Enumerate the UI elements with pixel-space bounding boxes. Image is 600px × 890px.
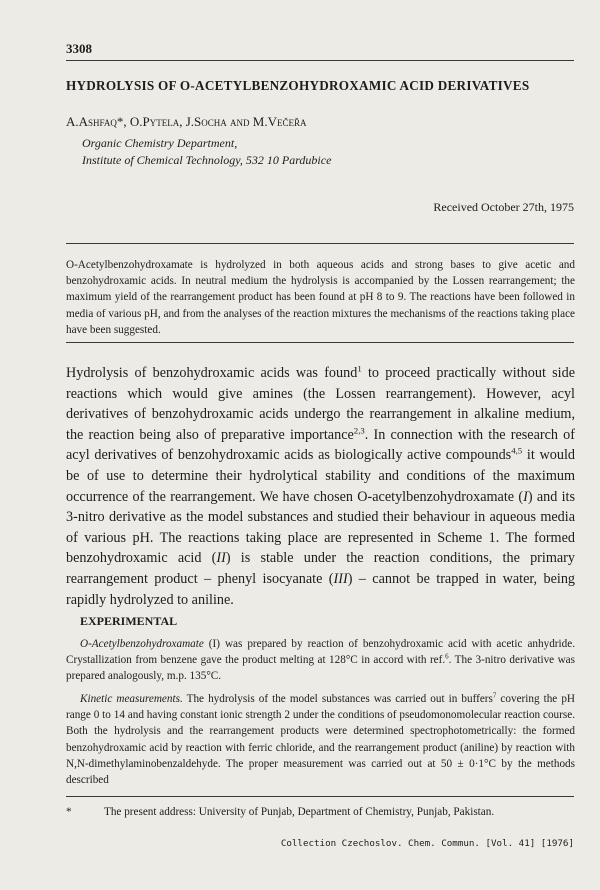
exp-p2-text-2: covering the pH range 0 to 14 and having constant ionic strength 2 under the conditions of pseudomonomolecular reaction course. Both the hydrolysis and the rearrangement products were determined spectrophotometrically: the formed benzohydroxamic acid by reaction with ferric chloride, and the rearrangement product (aniline) by reaction with N,N-dimethylaminobenzaldehyde. The proper measurement was carried out at 50 ± 0·1°C by the methods described: [66, 693, 575, 787]
intro-text-1: Hydrolysis of benzohydroxamic acids was found: [66, 365, 358, 381]
intro-text-7: ) – cannot be trapped in water, being rapidly hydrolyzed to aniline.: [66, 570, 576, 608]
ref-2-3: 2,3: [353, 425, 365, 436]
intro-text-4: it would be of use to determine their hydrolytical stability and conditions of the maximum occurrence of the rearrangement. We have chosen O-acetylbenzohydroxamate (: [66, 447, 575, 505]
exp-p2-text-1: The hydrolysis of the model substances was carried out in buffers: [182, 693, 493, 705]
intro-text-2: to proceed practically without side reactions which would give amines (the Lossen rearrangement). However, acyl derivatives of benzohydroxamic acids undergo the rearrangement in alkaline medium, the reaction being also of preparative importance: [66, 365, 575, 443]
intro-text-5: ) and its 3-nitro derivative as the model substances and studied their behaviour in aqueous media of various pH. The reactions taking place are represented in Scheme 1. The formed benzohydroxamic acid (: [66, 488, 575, 567]
abstract: O-Acetylbenzohydroxamate is hydrolyzed in both aqueous acids and strong bases to give acetic and benzohydroxamic acids. In neutral medium the hydrolysis is accompanied by the Lossen rearrangement; the maximum yield of the rearrangement product has been found at pH 8 to 9. The reactions have been followed in media of various pH, and from the analyses of the reaction mixtures the mechanisms of the reactions taking place have been suggested.: [66, 259, 575, 336]
introduction-paragraph: [66, 363, 575, 610]
header-rule: [66, 60, 574, 61]
experimental-paragraph-2: [66, 691, 575, 788]
experimental-paragraph-1: [66, 636, 575, 685]
ref-7: 7: [492, 691, 497, 700]
abstract-top-rule: [66, 243, 574, 244]
received-date: Received October 27th, 1975: [433, 200, 574, 214]
intro-text-3: . In connection with the research of acyl derivatives of benzohydroxamic acids as biologically active compounds: [66, 426, 575, 464]
ref-4-5: 4,5: [511, 445, 523, 456]
intro-text-6: ) is stable under the reaction conditions, the primary rearrangement product – phenyl isocyanate (: [66, 550, 575, 587]
affiliation-institute: Institute of Chemical Technology, 532 10 Pardubice: [82, 153, 332, 167]
compound-II: II: [216, 550, 226, 567]
ref-1: 1: [357, 363, 362, 374]
footnote-text: The present address: University of Punjab, Department of Chemistry, Punjab, Pakistan.: [104, 806, 495, 818]
footnote-marker: *: [66, 806, 72, 818]
exp-p1-text: (I) was prepared by reaction of benzohydroxamic acid with acetic anhydride. Crystallization from benzene gave the product melting at 128°C in accord with ref.: [66, 638, 575, 667]
section-heading-experimental: EXPERIMENTAL: [80, 614, 178, 628]
journal-citation: Collection Czechoslov. Chem. Commun. [Vol. 41] [1976]: [280, 838, 574, 849]
ref-6: 6: [445, 652, 449, 661]
compound-III: III: [333, 570, 348, 587]
page-number: 3308: [66, 41, 92, 56]
compound-I: I: [523, 488, 528, 505]
footnote-rule: [66, 796, 574, 797]
article-authors: A.Ashfaq*, O.Pytela, J.Socha and M.Večeřa: [66, 114, 307, 129]
compound-name: O-Acetylbenzohydroxamate: [80, 638, 204, 650]
abstract-bottom-rule: [66, 342, 574, 343]
exp-p1-tail: . The 3-nitro derivative was prepared analogously, m.p. 135°C.: [66, 654, 575, 683]
footnote: [66, 806, 575, 818]
article-title: HYDROLYSIS OF O-ACETYLBENZOHYDROXAMIC ACID DERIVATIVES: [66, 78, 530, 93]
affiliation-department: Organic Chemistry Department,: [82, 136, 238, 150]
subheading-kinetic: Kinetic measurements.: [80, 693, 183, 705]
